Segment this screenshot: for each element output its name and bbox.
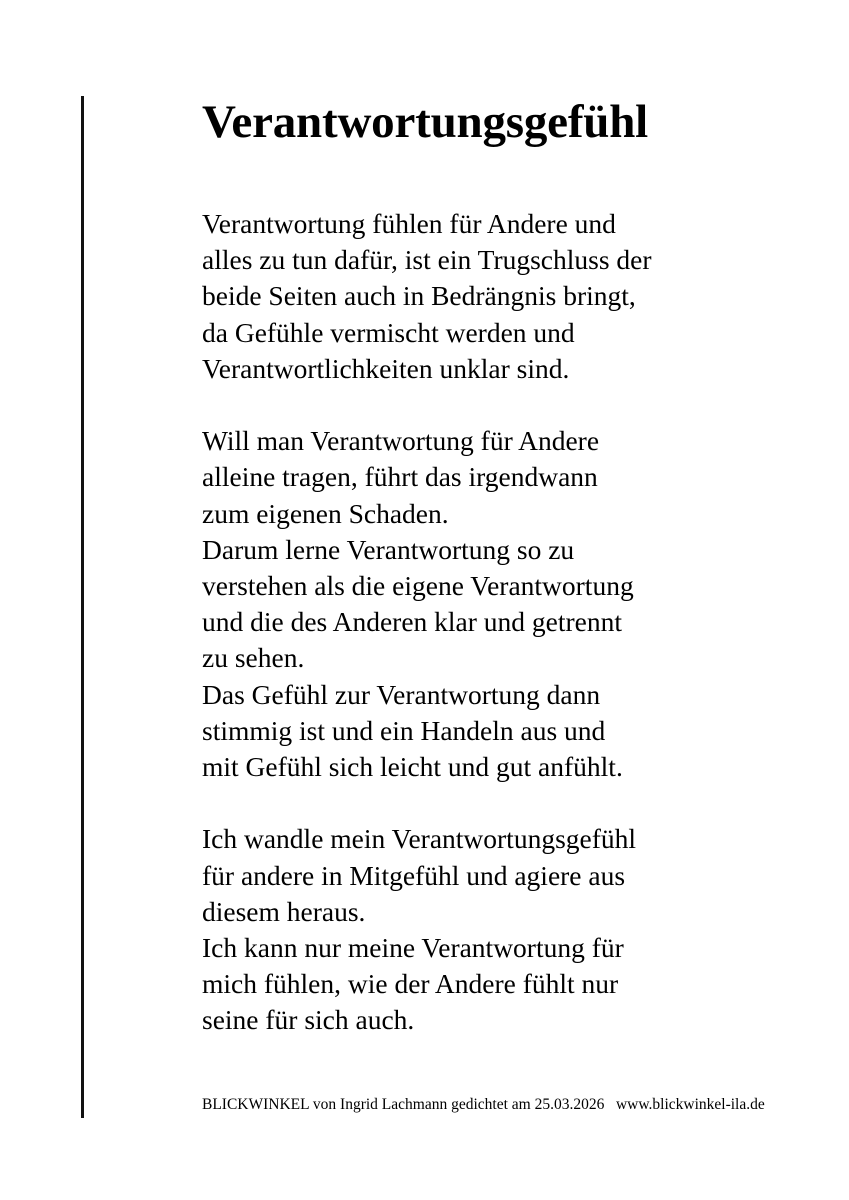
- poem-line: mit Gefühl sich leicht und gut anfühlt.: [202, 751, 623, 783]
- poem-line: und die des Anderen klar und getrennt: [202, 606, 623, 638]
- poem-line: Verantwortung fühlen für Andere und: [202, 208, 616, 239]
- poem-line: zu sehen.: [202, 642, 305, 674]
- poem-line: Das Gefühl zur Verantwortung dann: [202, 678, 601, 710]
- left-margin-rule: [81, 96, 84, 1118]
- poem-line: verstehen als die eigene Verantwortung: [202, 570, 634, 602]
- poem-line: seine für sich auch.: [202, 1004, 415, 1036]
- poem-body: [202, 206, 772, 1039]
- poem-stanza-1: [202, 206, 772, 387]
- poem-line: alleine tragen, führt das irgendwann: [202, 461, 598, 493]
- poem-line: Will man Verantwortung für Andere: [202, 425, 600, 457]
- poem-line: Verantwortlichkeiten unklar sind.: [202, 352, 570, 384]
- poem-line: Ich wandle mein Verantwortungsgefühl: [202, 823, 637, 855]
- poem-line: Darum lerne Verantwortung so zu: [202, 533, 575, 565]
- poem-line: zum eigenen Schaden.: [202, 497, 449, 529]
- poem-line: diesem heraus.: [202, 895, 366, 927]
- poem-stanza-2: [202, 423, 772, 785]
- poem-stanza-3: [202, 821, 772, 1038]
- poem-line: beide Seiten auch in Bedrängnis bringt,: [202, 280, 636, 312]
- footer-credit: BLICKWINKEL von Ingrid Lachmann gedichtet am 25.03.2026 www.blickwinkel-ila.de: [202, 1096, 765, 1113]
- poem-line: Ich kann nur meine Verantwortung für: [202, 932, 624, 964]
- page-title: Verantwortungsgefühl: [202, 96, 649, 148]
- poem-line: mich fühlen, wie der Andere fühlt nur: [202, 968, 619, 1000]
- poem-line: alles zu tun dafür, ist ein Trugschluss der: [202, 244, 652, 276]
- page-content: [202, 0, 802, 1200]
- poem-line: stimmig ist und ein Handeln aus und: [202, 714, 606, 746]
- poem-line: da Gefühle vermischt werden und: [202, 316, 575, 348]
- poem-line: für andere in Mitgefühl und agiere aus: [202, 859, 626, 891]
